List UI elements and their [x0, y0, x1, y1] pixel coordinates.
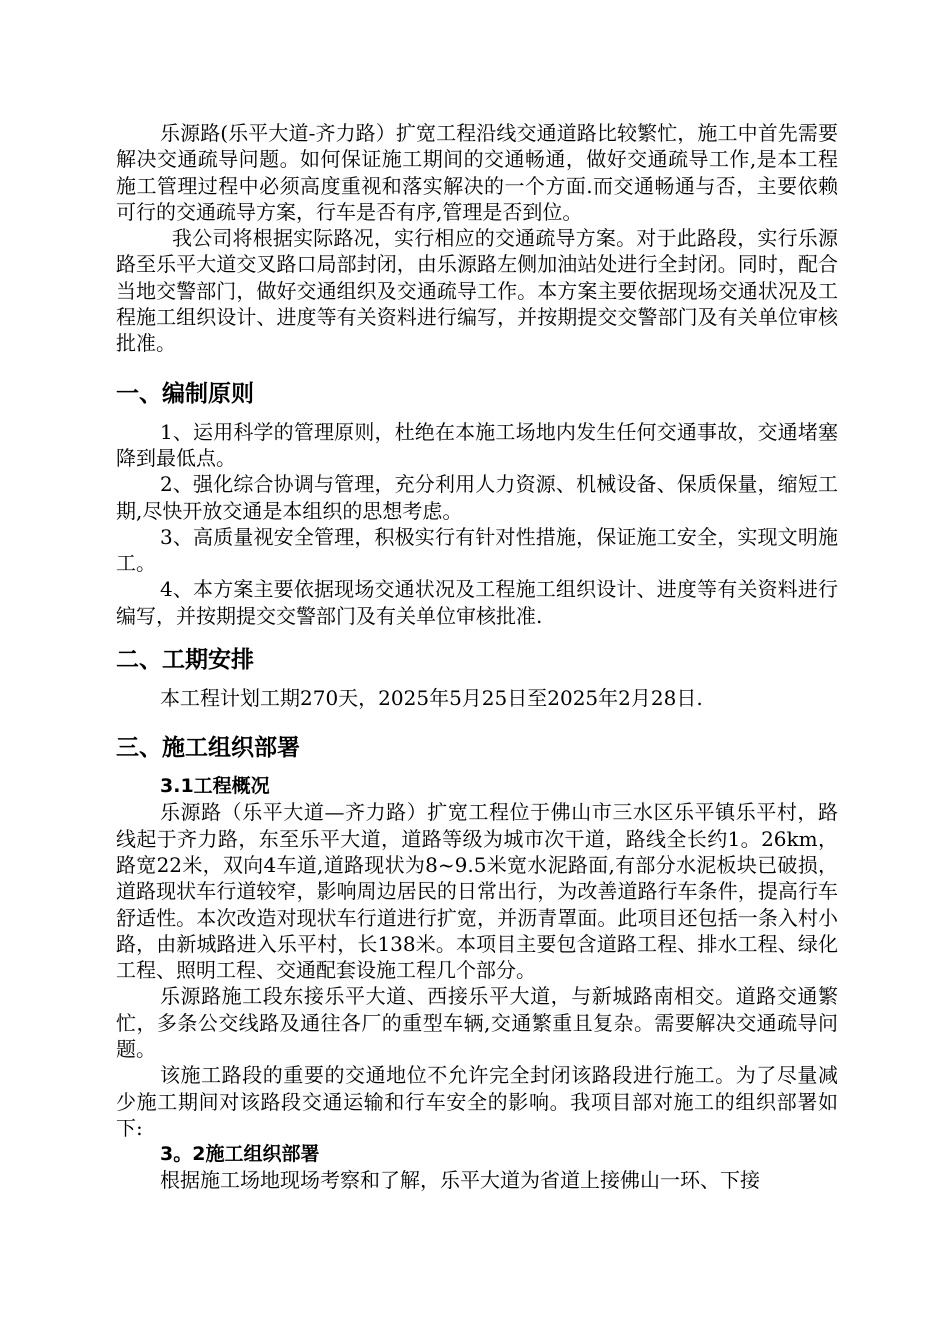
section-1-heading: 一、编制原则 — [116, 380, 254, 407]
section-2-heading: 二、工期安排 — [116, 647, 254, 674]
subsection-3-1-heading: 3.1工程概况 — [160, 775, 270, 798]
overview-paragraph-2: 乐源路施工段东接乐平大道、西接乐平大道，与新城路南相交。道路交通繁忙，多条公交线路及通往各厂的重型车辆,交通繁重且复杂。需要解决交通疏导问题。 — [116, 984, 838, 1062]
overview-paragraph-3: 该施工路段的重要的交通地位不允许完全封闭该路段进行施工。为了尽量减少施工期间对该路段交通运输和行车安全的影响。我项目部对施工的组织部署如下: — [116, 1063, 838, 1140]
subsection-3-2-heading: 3。2施工组织部署 — [160, 1143, 320, 1166]
overview-paragraph-1: 乐源路（乐平大道—齐力路）扩宽工程位于佛山市三水区乐平镇乐平村，路线起于齐力路，东至乐平大道，道路等级为城市次干道，路线全长约1。26km，路宽22米，双向4车道,道路现状为8~9.5米宽水泥路面,有部分水泥板块已破损，道路现状车行道较窄，影响周边居民的日常出行，为改善道路行车条件，提高行车舒适性。本次改造对现状车行道进行扩宽，并沥青罩面。此项目还包括一条入村小路，由新城路进入乐平村，长138米。本项目主要包含道路工程、排水工程、绿化工程、照明工程、交通配套设施工程几个部分。 — [116, 800, 838, 983]
principle-item-4: 4、本方案主要依据现场交通状况及工程施工组织设计、进度等有关资料进行编写，并按期提交交警部门及有关单位审核批准. — [116, 577, 838, 628]
intro-paragraph-2: 我公司将根据实际路况，实行相应的交通疏导方案。对于此路段，实行乐源路至乐平大道交叉路口局部封闭，由乐源路左侧加油站处进行全封闭。同时，配合当地交警部门，做好交通组织及交通疏导工作。本方案主要依据现场交通状况及工程施工组织设计、进度等有关资料进行编写，并按期提交交警部门及有关单位审核批准。 — [116, 226, 838, 356]
section-3-heading: 三、施工组织部署 — [116, 735, 300, 762]
document-page — [116, 120, 838, 1194]
principle-item-1: 1、运用科学的管理原则，杜绝在本施工场地内发生任何交通事故，交通堵塞降到最低点。 — [116, 419, 838, 470]
schedule-paragraph: 本工程计划工期270天，2025年5月25日至2025年2月28日. — [160, 686, 703, 711]
deployment-paragraph: 根据施工场地现场考察和了解，乐平大道为省道上接佛山一环、下接 — [160, 1168, 760, 1193]
intro-paragraph-1: 乐源路(乐平大道-齐力路）扩宽工程沿线交通道路比较繁忙，施工中首先需要解决交通疏导问题。如何保证施工期间的交通畅通，做好交通疏导工作,是本工程施工管理过程中必须高度重视和落实解决的一个方面.而交通畅通与否，主要依赖可行的交通疏导方案，行车是否有序,管理是否到位。 — [116, 121, 838, 224]
principle-item-3: 3、高质量视安全管理，积极实行有针对性措施，保证施工安全，实现文明施工。 — [116, 524, 838, 576]
principle-item-2: 2、强化综合协调与管理，充分利用人力资源、机械设备、保质保量，缩短工期,尽快开放交通是本组织的思想考虑。 — [116, 472, 838, 523]
